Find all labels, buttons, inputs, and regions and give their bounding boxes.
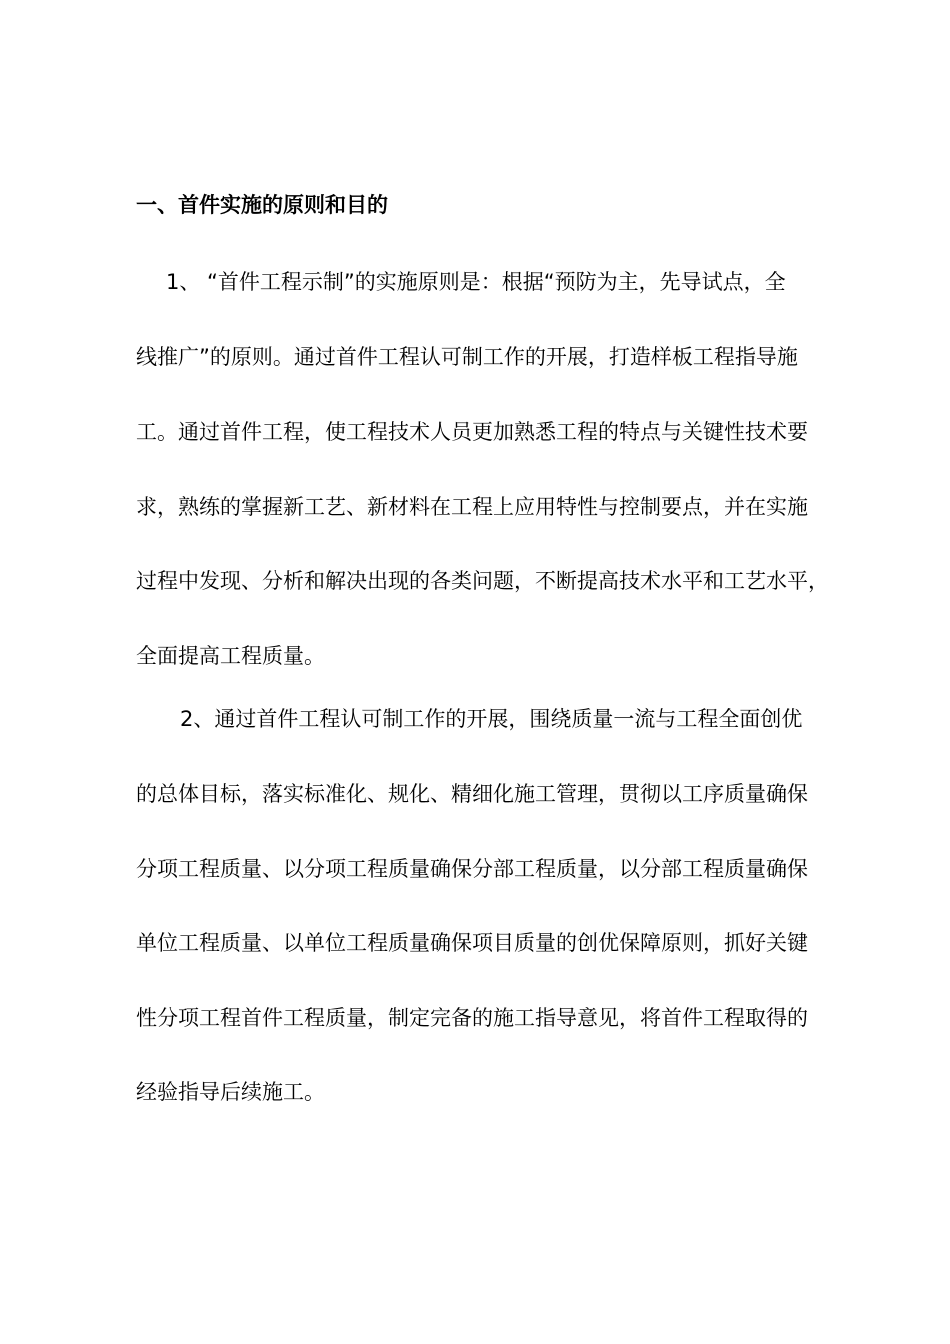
paragraph-2-line-6: 经验指导后续施工。: [136, 1080, 325, 1104]
paragraph-2-line-1: 2、通过首件工程认可制工作的开展，围绕质量一流与工程全面创优: [180, 707, 803, 731]
paragraph-2-line-5: 性分项工程首件工程质量，制定完备的施工指导意见，将首件工程取得的: [136, 1006, 808, 1030]
paragraph-1-line-3: 工。通过首件工程，使工程技术人员更加熟悉工程的特点与关键性技术要: [136, 420, 808, 444]
paragraph-1-line-4: 求，熟练的掌握新工艺、新材料在工程上应用特性与控制要点，并在实施: [136, 495, 808, 519]
paragraph-1-line-6: 全面提高工程质量。: [136, 644, 325, 668]
paragraph-1-line-2: 线推广”的原则。通过首件工程认可制工作的开展，打造样板工程指导施: [136, 345, 798, 369]
section-heading: 一、首件实施的原则和目的: [136, 193, 388, 217]
paragraph-2-line-4: 单位工程质量、以单位工程质量确保项目质量的创优保障原则，抓好关键: [136, 931, 808, 955]
paragraph-2-line-3: 分项工程质量、以分项工程质量确保分部工程质量，以分部工程质量确保: [136, 857, 808, 881]
paragraph-2-line-2: 的总体目标，落实标准化、规化、精细化施工管理，贯彻以工序质量确保: [136, 782, 808, 806]
paragraph-1-line-1: 1、 “首件工程示制”的实施原则是：根据“预防为主，先导试点，全: [166, 270, 786, 294]
paragraph-1-line-5: 过程中发现、分析和解决出现的各类问题，不断提高技术水平和工艺水平，: [136, 569, 829, 593]
